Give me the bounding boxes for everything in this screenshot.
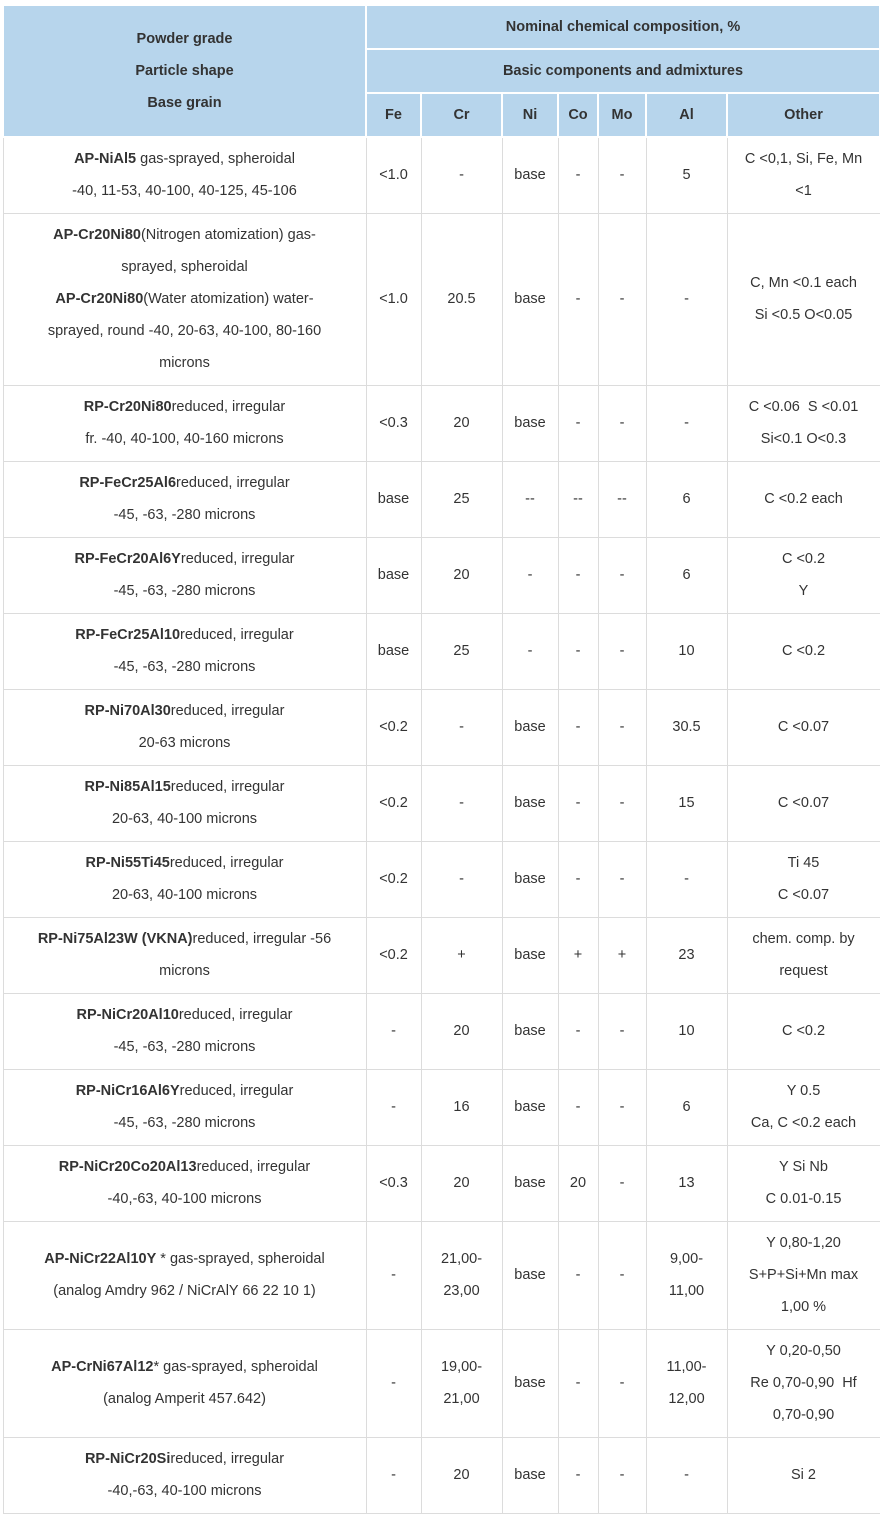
grade-description: -45, -63, -280 microns <box>113 583 256 599</box>
cell-al: - <box>646 385 727 461</box>
grade-name: RP-NiCr20Co20Al13 <box>58 1159 197 1175</box>
cell-ni: - <box>502 537 558 613</box>
cell-co: - <box>558 537 598 613</box>
other-line: Ti 45 <box>787 855 820 871</box>
grade-description: reduced, irregular <box>170 703 285 719</box>
cell-ni: base <box>502 1069 558 1145</box>
cell-ni: - <box>502 613 558 689</box>
column-header-fe: Fe <box>366 93 421 137</box>
other-line: C <0,1, Si, Fe, Mn <box>744 151 863 168</box>
grade-line <box>18 467 352 499</box>
cell-al: - <box>646 213 727 385</box>
cell-co: - <box>558 1329 598 1437</box>
powder-grade-cell <box>3 1069 366 1145</box>
column-header-ni: Ni <box>502 93 558 137</box>
table-row <box>3 689 880 765</box>
cell-co: 20 <box>558 1145 598 1221</box>
cell-co: + <box>558 917 598 993</box>
grade-line <box>18 143 352 175</box>
cell-cr: 20 <box>421 1437 502 1513</box>
grade-line <box>18 1151 352 1183</box>
cell-other <box>727 993 880 1069</box>
table-row <box>3 537 880 613</box>
cell-ni: base <box>502 841 558 917</box>
cell-mo: - <box>598 385 646 461</box>
composition-table <box>2 4 880 1514</box>
grade-name: RP-FeCr25Al6 <box>79 475 177 491</box>
cell-fe: <1.0 <box>366 137 421 213</box>
header-basic-components: Basic components and admixtures <box>366 49 880 93</box>
cell-ni: base <box>502 993 558 1069</box>
cell-co: - <box>558 613 598 689</box>
grade-line <box>18 1107 352 1139</box>
grade-line <box>18 1351 352 1383</box>
other-line: Y 0,20-0,50 <box>766 1343 841 1359</box>
grade-description: -45, -63, -280 microns <box>113 507 256 523</box>
powder-grade-cell <box>3 613 366 689</box>
grade-description: 20-63, 40-100 microns <box>111 887 258 903</box>
grade-name: RP-FeCr20Al6Y <box>74 551 181 567</box>
other-line: Ca, C <0.2 each <box>750 1115 857 1131</box>
cell-co: -- <box>558 461 598 537</box>
cell-al: 5 <box>646 137 727 213</box>
grade-description: reduced, irregular <box>180 551 295 567</box>
header-line: Particle shape <box>135 63 234 79</box>
cell-co: - <box>558 1221 598 1329</box>
grade-name: AP-NiCr22Al10Y <box>44 1251 157 1267</box>
cell-co: - <box>558 765 598 841</box>
other-line: S+P+Si+Mn max <box>748 1267 859 1283</box>
cell-mo: - <box>598 765 646 841</box>
other-line: Si <0.5 O<0.05 <box>754 307 853 323</box>
other-line: Si<0.1 O<0.3 <box>760 431 847 447</box>
cell-mo: + <box>598 917 646 993</box>
other-line: Y <box>798 583 809 599</box>
cell-other <box>727 765 880 841</box>
grade-description: reduced, irregular <box>171 399 286 415</box>
grade-name: RP-Ni75Al23W (VKNA) <box>37 931 193 947</box>
grade-name: AP-NiAl5 <box>74 151 137 168</box>
grade-line <box>18 999 352 1031</box>
grade-line <box>18 771 352 803</box>
grade-line <box>18 1243 352 1275</box>
cell-cr: - <box>421 689 502 765</box>
powder-grade-cell <box>3 1145 366 1221</box>
cell-mo: - <box>598 613 646 689</box>
powder-grade-cell <box>3 689 366 765</box>
cell-fe: base <box>366 537 421 613</box>
grade-name: RP-Cr20Ni80 <box>83 399 172 415</box>
grade-description: reduced, irregular <box>176 475 290 491</box>
cell-mo: - <box>598 689 646 765</box>
cell-other <box>727 1437 880 1513</box>
cell-mo: - <box>598 993 646 1069</box>
cell-fe: <0.3 <box>366 1145 421 1221</box>
powder-grade-cell <box>3 1437 366 1513</box>
other-line: Y 0,80-1,20 <box>766 1235 841 1251</box>
other-line: C 0.01-0.15 <box>765 1191 842 1207</box>
grade-line <box>18 251 352 283</box>
powder-grade-cell <box>3 213 366 385</box>
grade-line <box>18 423 352 455</box>
cell-al: 9,00- 11,00 <box>646 1221 727 1329</box>
grade-line <box>18 219 352 251</box>
cell-al: 11,00- 12,00 <box>646 1329 727 1437</box>
cell-other <box>727 537 880 613</box>
grade-description: (Water atomization) water- <box>143 291 314 307</box>
other-line: C <0.07 <box>777 719 830 735</box>
cell-cr: 20.5 <box>421 213 502 385</box>
grade-name: RP-Ni55Ti45 <box>85 855 170 871</box>
cell-other <box>727 689 880 765</box>
grade-name: AP-CrNi67Al12 <box>51 1359 154 1375</box>
cell-fe: - <box>366 993 421 1069</box>
column-header-cr: Cr <box>421 93 502 137</box>
grade-description: microns <box>159 355 210 371</box>
grade-description: (Nitrogen atomization) gas- <box>140 227 316 243</box>
other-line: 1,00 % <box>780 1299 827 1315</box>
header-powder-grade <box>3 5 366 137</box>
cell-fe: <0.2 <box>366 765 421 841</box>
cell-ni: base <box>502 917 558 993</box>
cell-al: 6 <box>646 1069 727 1145</box>
cell-fe: <1.0 <box>366 213 421 385</box>
table-row <box>3 993 880 1069</box>
powder-grade-cell <box>3 993 366 1069</box>
cell-ni: base <box>502 1145 558 1221</box>
header-line: Base grain <box>147 95 222 111</box>
grade-line <box>18 175 352 207</box>
cell-ni: base <box>502 385 558 461</box>
cell-other <box>727 213 880 385</box>
cell-other <box>727 917 880 993</box>
cell-other <box>727 137 880 213</box>
grade-description: reduced, irregular -56 <box>192 931 332 947</box>
cell-fe: - <box>366 1221 421 1329</box>
table-row <box>3 917 880 993</box>
cell-cr: 21,00- 23,00 <box>421 1221 502 1329</box>
cell-fe: <0.2 <box>366 689 421 765</box>
grade-line <box>18 1383 352 1415</box>
grade-name: RP-FeCr25Al10 <box>75 627 181 643</box>
cell-al: 30.5 <box>646 689 727 765</box>
table-row <box>3 1437 880 1513</box>
grade-description: 20-63 microns <box>138 735 231 751</box>
grade-description: reduced, irregular <box>178 1007 293 1023</box>
table-row <box>3 765 880 841</box>
cell-al: 15 <box>646 765 727 841</box>
grade-line <box>18 315 352 347</box>
grade-line <box>18 695 352 727</box>
grade-name: RP-NiCr16Al6Y <box>75 1083 180 1099</box>
grade-line <box>18 1031 352 1063</box>
grade-line <box>18 923 352 955</box>
powder-grade-cell <box>3 917 366 993</box>
grade-line <box>18 1075 352 1107</box>
powder-grade-cell <box>3 841 366 917</box>
cell-ni: -- <box>502 461 558 537</box>
other-line: C, Mn <0.1 each <box>750 275 857 291</box>
grade-description: -40,-63, 40-100 microns <box>107 1191 262 1207</box>
header-composition: Nominal chemical composition, % <box>366 5 880 49</box>
grade-line <box>18 391 352 423</box>
cell-cr: + <box>421 917 502 993</box>
cell-other <box>727 1145 880 1221</box>
grade-name: RP-NiCr20Al10 <box>76 1007 179 1023</box>
grade-name: AP-Cr20Ni80 <box>53 227 141 243</box>
grade-description: -45, -63, -280 microns <box>113 1115 256 1131</box>
grade-description: reduced, irregular <box>170 779 285 795</box>
grade-line <box>18 619 352 651</box>
grade-name: RP-Ni70Al30 <box>84 703 171 719</box>
cell-co: - <box>558 1069 598 1145</box>
cell-other <box>727 385 880 461</box>
cell-cr: 16 <box>421 1069 502 1145</box>
cell-al: 6 <box>646 461 727 537</box>
cell-other <box>727 613 880 689</box>
table-body <box>3 137 880 1513</box>
table-row <box>3 1221 880 1329</box>
grade-description: reduced, irregular <box>169 855 284 871</box>
cell-co: - <box>558 841 598 917</box>
table-row <box>3 461 880 537</box>
grade-line <box>18 879 352 911</box>
grade-line <box>18 543 352 575</box>
grade-description: * gas-sprayed, spheroidal <box>153 1359 318 1375</box>
other-line: C <0.2 each <box>764 491 843 507</box>
other-line: C <0.06 S <0.01 <box>748 399 859 415</box>
other-line: Y Si Nb <box>779 1159 828 1175</box>
cell-co: - <box>558 689 598 765</box>
grade-description: -40,-63, 40-100 microns <box>107 1483 262 1499</box>
cell-ni: base <box>502 137 558 213</box>
grade-line <box>18 575 352 607</box>
cell-al: 6 <box>646 537 727 613</box>
other-line: Si 2 <box>791 1467 816 1483</box>
cell-other <box>727 461 880 537</box>
cell-cr: - <box>421 841 502 917</box>
cell-fe: - <box>366 1069 421 1145</box>
cell-mo: - <box>598 1221 646 1329</box>
grade-description: * gas-sprayed, spheroidal <box>156 1251 325 1267</box>
powder-grade-cell <box>3 1221 366 1329</box>
powder-grade-cell <box>3 385 366 461</box>
grade-line <box>18 727 352 759</box>
grade-description: microns <box>159 963 210 979</box>
cell-mo: - <box>598 1145 646 1221</box>
grade-description: -40, 11-53, 40-100, 40-125, 45-106 <box>72 183 297 200</box>
cell-cr: 20 <box>421 1145 502 1221</box>
cell-mo: - <box>598 1069 646 1145</box>
table-row <box>3 213 880 385</box>
grade-line <box>18 1475 352 1507</box>
grade-line <box>18 1443 352 1475</box>
grade-line <box>18 803 352 835</box>
cell-cr: 20 <box>421 537 502 613</box>
other-line: C <0.2 <box>781 1023 826 1039</box>
grade-line <box>18 847 352 879</box>
cell-other <box>727 1069 880 1145</box>
grade-description: fr. -40, 40-100, 40-160 microns <box>85 431 284 447</box>
cell-co: - <box>558 1437 598 1513</box>
cell-al: 23 <box>646 917 727 993</box>
other-line: C <0.07 <box>777 887 830 903</box>
cell-ni: base <box>502 765 558 841</box>
cell-other <box>727 1221 880 1329</box>
cell-cr: 19,00- 21,00 <box>421 1329 502 1437</box>
powder-grade-cell <box>3 1329 366 1437</box>
cell-mo: - <box>598 1437 646 1513</box>
cell-mo: - <box>598 537 646 613</box>
grade-description: sprayed, spheroidal <box>121 259 248 275</box>
cell-fe: <0.3 <box>366 385 421 461</box>
table-row <box>3 841 880 917</box>
cell-co: - <box>558 213 598 385</box>
grade-description: (analog Amdry 962 / NiCrAlY 66 22 10 1) <box>53 1283 316 1299</box>
table-row <box>3 1145 880 1221</box>
grade-description: reduced, irregular <box>170 1451 285 1467</box>
cell-mo: - <box>598 213 646 385</box>
cell-ni: base <box>502 1221 558 1329</box>
other-line: Re 0,70-0,90 Hf <box>750 1375 857 1391</box>
other-line: Y 0.5 <box>786 1083 821 1099</box>
cell-al: - <box>646 841 727 917</box>
grade-description: reduced, irregular <box>196 1159 311 1175</box>
cell-cr: 25 <box>421 461 502 537</box>
grade-description: -45, -63, -280 microns <box>113 659 256 675</box>
grade-line <box>18 499 352 531</box>
cell-ni: base <box>502 1329 558 1437</box>
cell-fe: - <box>366 1329 421 1437</box>
cell-co: - <box>558 385 598 461</box>
cell-fe: base <box>366 461 421 537</box>
cell-co: - <box>558 993 598 1069</box>
header-line: Powder grade <box>136 31 233 47</box>
cell-mo: - <box>598 137 646 213</box>
cell-cr: - <box>421 137 502 213</box>
powder-grade-cell <box>3 461 366 537</box>
cell-al: - <box>646 1437 727 1513</box>
cell-ni: base <box>502 689 558 765</box>
grade-line <box>18 1275 352 1307</box>
table-row <box>3 137 880 213</box>
cell-other <box>727 1329 880 1437</box>
other-line: chem. comp. by <box>752 931 855 947</box>
grade-description: reduced, irregular <box>179 1083 294 1099</box>
cell-mo: - <box>598 1329 646 1437</box>
table-row <box>3 613 880 689</box>
grade-name: AP-Cr20Ni80 <box>55 291 144 307</box>
other-line: <1 <box>795 183 812 200</box>
cell-al: 13 <box>646 1145 727 1221</box>
column-header-other: Other <box>727 93 880 137</box>
cell-cr: 20 <box>421 385 502 461</box>
grade-description: gas-sprayed, spheroidal <box>136 151 295 168</box>
cell-fe: - <box>366 1437 421 1513</box>
powder-grade-cell <box>3 765 366 841</box>
cell-other <box>727 841 880 917</box>
column-header-mo: Mo <box>598 93 646 137</box>
table-row <box>3 1069 880 1145</box>
table-row <box>3 385 880 461</box>
cell-cr: 25 <box>421 613 502 689</box>
column-header-al: Al <box>646 93 727 137</box>
grade-name: RP-NiCr20Si <box>84 1451 171 1467</box>
other-line: request <box>779 963 828 979</box>
cell-al: 10 <box>646 993 727 1069</box>
powder-grade-cell <box>3 137 366 213</box>
grade-line <box>18 283 352 315</box>
grade-description: 20-63, 40-100 microns <box>111 811 258 827</box>
other-line: C <0.2 <box>781 643 826 659</box>
cell-fe: base <box>366 613 421 689</box>
grade-line <box>18 651 352 683</box>
grade-line <box>18 347 352 379</box>
grade-line <box>18 955 352 987</box>
grade-description: (analog Amperit 457.642) <box>103 1391 266 1407</box>
other-line: C <0.07 <box>777 795 830 811</box>
grade-description: reduced, irregular <box>180 627 294 643</box>
grade-description: sprayed, round -40, 20-63, 40-100, 80-160 <box>47 323 322 339</box>
other-line: 0,70-0,90 <box>772 1407 835 1423</box>
cell-al: 10 <box>646 613 727 689</box>
column-header-co: Co <box>558 93 598 137</box>
grade-name: RP-Ni85Al15 <box>84 779 171 795</box>
cell-ni: base <box>502 1437 558 1513</box>
powder-grade-cell <box>3 537 366 613</box>
grade-description: -45, -63, -280 microns <box>113 1039 256 1055</box>
grade-line <box>18 1183 352 1215</box>
other-line: C <0.2 <box>781 551 826 567</box>
cell-ni: base <box>502 213 558 385</box>
cell-mo: - <box>598 841 646 917</box>
table-row <box>3 1329 880 1437</box>
cell-fe: <0.2 <box>366 841 421 917</box>
cell-co: - <box>558 137 598 213</box>
cell-mo: -- <box>598 461 646 537</box>
cell-fe: <0.2 <box>366 917 421 993</box>
cell-cr: - <box>421 765 502 841</box>
cell-cr: 20 <box>421 993 502 1069</box>
